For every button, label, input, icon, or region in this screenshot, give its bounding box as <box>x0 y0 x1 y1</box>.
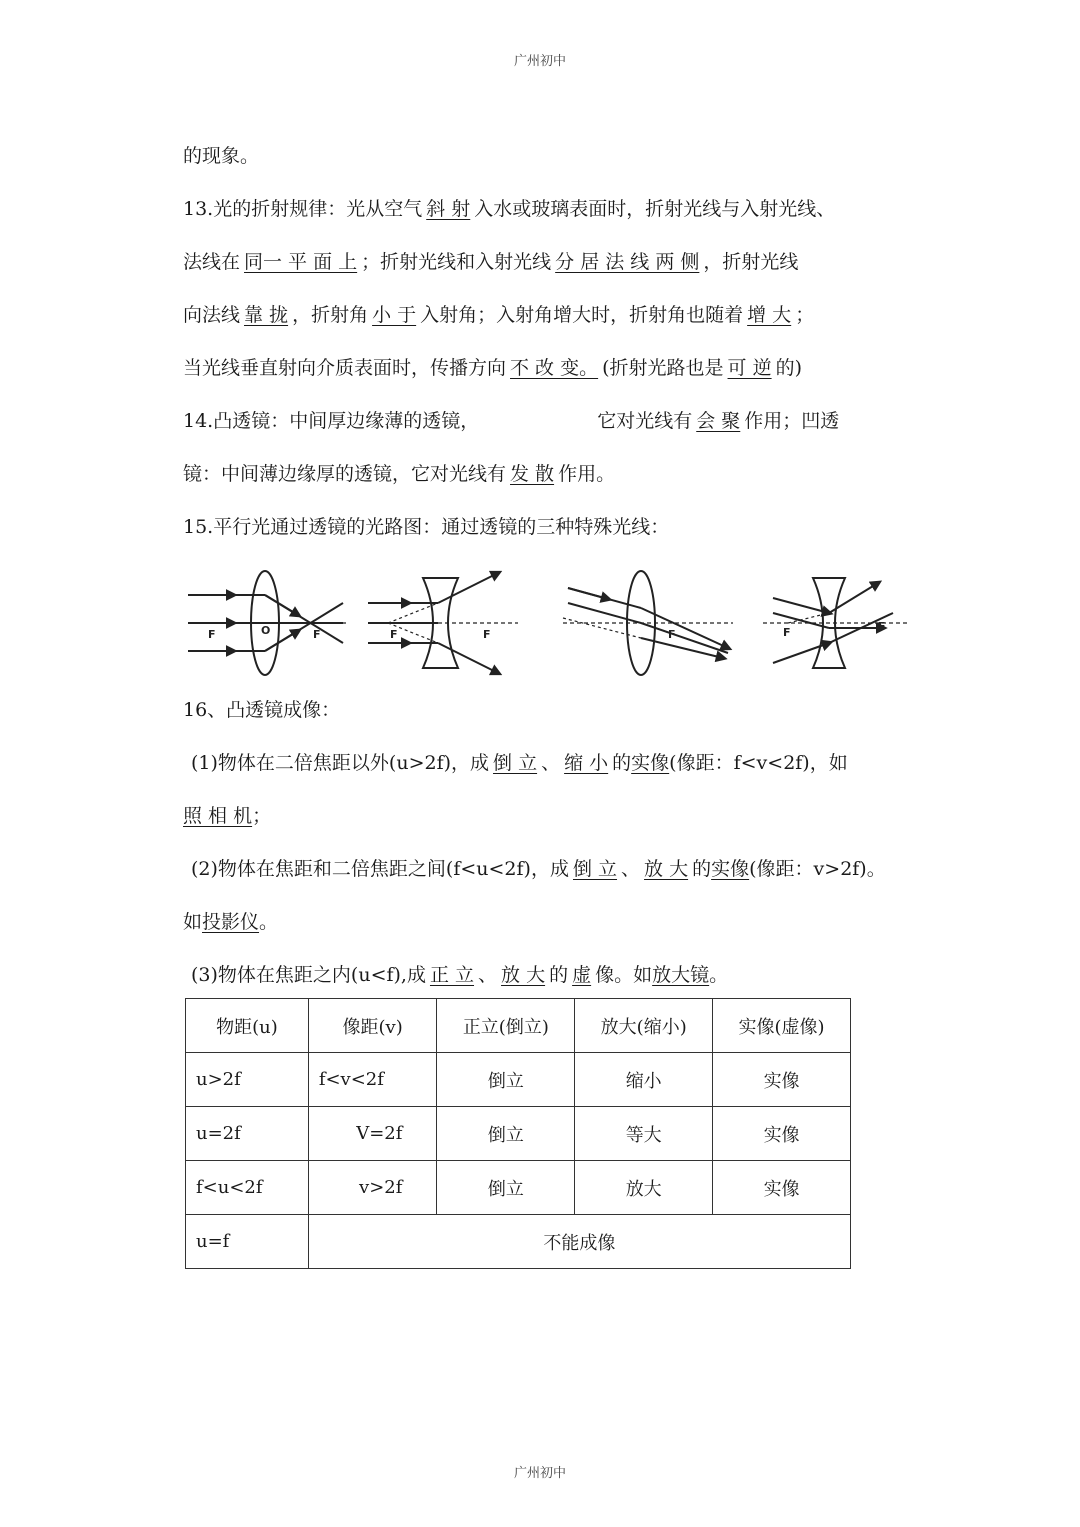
text: 当光线垂直射向介质表面时，传播方向 <box>183 357 507 379</box>
p13-line1 <box>183 197 835 221</box>
table-cell: u>2f <box>186 1053 309 1107</box>
p15-title: 15.平行光通过透镜的光路图：通过透镜的三种特殊光线： <box>183 516 670 538</box>
table-row <box>186 1215 851 1269</box>
answer-blank: 放 大 <box>644 858 689 880</box>
p16-case2-cont <box>183 910 278 934</box>
p14-line2 <box>183 462 615 486</box>
text: 镜：中间薄边缘厚的透镜，它对光线有 <box>183 463 507 485</box>
p16-case2 <box>191 857 886 881</box>
text: ，折射光线 <box>703 251 799 273</box>
table-row <box>186 1107 851 1161</box>
answer-blank: 斜 射 <box>426 198 471 220</box>
answer-blank: 发 散 <box>510 463 555 485</box>
text: 法线在 <box>183 251 241 273</box>
answer-blank: 正 立 <box>429 964 475 986</box>
focal-point-label: F <box>483 628 491 641</box>
text: 向法线 <box>183 304 241 326</box>
table-cell: 实像 <box>713 1053 851 1107</box>
table-cell: 不能成像 <box>308 1215 850 1269</box>
concave-oblique-diagram <box>763 578 908 668</box>
page-footer: 广州初中 <box>513 1466 566 1481</box>
text: (3)物体在焦距之内(u<f),成 <box>191 964 426 986</box>
text: 、 <box>621 858 641 880</box>
text: 13.光的折射规律：光从空气 <box>183 198 423 220</box>
p13-line4 <box>183 356 802 380</box>
text: 像。如 <box>595 964 653 986</box>
text: 的) <box>775 357 802 379</box>
answer-blank: 小 于 <box>372 304 417 326</box>
p16-case1-cont <box>183 804 271 828</box>
table-header: 放大(缩小) <box>575 999 713 1053</box>
table-cell: f<u<2f <box>186 1161 309 1215</box>
concave-diverge-diagram <box>368 573 518 673</box>
answer-blank: 分 居 法 线 两 侧 <box>555 251 700 273</box>
text: ；折射光线和入射光线 <box>361 251 552 273</box>
focal-point-label: F <box>313 628 321 641</box>
answer-blank: 不 改 变。 <box>510 357 599 379</box>
text: ； <box>795 304 815 326</box>
table-cell: 实像 <box>713 1161 851 1215</box>
paragraph-end: 的现象。 <box>183 145 260 167</box>
table-cell: 倒立 <box>437 1053 575 1107</box>
table-cell: 缩小 <box>575 1053 713 1107</box>
text: ，折射角 <box>292 304 369 326</box>
table-header: 物距(u) <box>186 999 309 1053</box>
text: (折射光路也是 <box>602 357 724 379</box>
table-cell: f<v<2f <box>308 1053 437 1107</box>
text: 14.凸透镜：中间厚边缘薄的透镜， <box>183 410 480 432</box>
table-cell: 倒立 <box>437 1107 575 1161</box>
text: (1)物体在二倍焦距以外(u>2f)，成 <box>191 752 490 774</box>
table-cell: 实像 <box>713 1107 851 1161</box>
answer-blank: 增 大 <box>747 304 792 326</box>
answer-blank: 可 逆 <box>727 357 772 379</box>
table-header: 像距(v) <box>308 999 437 1053</box>
lens-ray-diagrams <box>183 568 913 683</box>
answer-blank: 放大镜 <box>652 964 710 986</box>
table-cell: 放大 <box>575 1161 713 1215</box>
text: 。 <box>259 911 279 933</box>
answer-blank: 实像 <box>631 752 670 774</box>
text: (像距：v>2f)。 <box>749 858 886 880</box>
p16-case1 <box>191 751 848 775</box>
imaging-table <box>185 998 851 1269</box>
text: (2)物体在焦距和二倍焦距之间(f<u<2f)，成 <box>191 858 569 880</box>
answer-blank: 投影仪 <box>202 911 260 933</box>
text: 作用；凹透 <box>744 410 840 432</box>
text: 入射角；入射角增大时，折射角也随着 <box>420 304 744 326</box>
p16-title: 16、凸透镜成像： <box>183 699 341 721</box>
convex-oblique-diagram <box>563 571 733 675</box>
table-header: 正立(倒立) <box>437 999 575 1053</box>
table-cell: u=2f <box>186 1107 309 1161</box>
text: ； <box>252 805 272 827</box>
text: 、 <box>478 964 498 986</box>
focal-point-label: F <box>878 620 886 633</box>
focal-point-label: F <box>208 628 216 641</box>
p13-line2 <box>183 250 798 274</box>
answer-blank: 靠 拢 <box>244 304 289 326</box>
focal-point-label: F <box>390 628 398 641</box>
optical-center-label: O <box>261 624 271 637</box>
answer-blank: 虚 <box>572 964 592 986</box>
table-row <box>186 1053 851 1107</box>
page-header: 广州初中 <box>513 54 566 69</box>
table-cell: V=2f <box>308 1107 437 1161</box>
text: 的 <box>612 752 632 774</box>
focal-point-label: F <box>668 628 676 641</box>
text: 作用。 <box>558 463 616 485</box>
text: 它对光线有 <box>597 410 693 432</box>
p13-line3 <box>183 303 814 327</box>
table-header: 实像(虚像) <box>713 999 851 1053</box>
answer-blank: 放 大 <box>501 964 546 986</box>
text: 的 <box>692 858 712 880</box>
text: (像距：f<v<2f)，如 <box>669 752 848 774</box>
focal-point-label: F <box>783 626 791 639</box>
text: 如 <box>183 911 203 933</box>
text: 入水或玻璃表面时，折射光线与入射光线、 <box>474 198 836 220</box>
convex-converge-diagram <box>188 571 348 675</box>
text: 的 <box>549 964 569 986</box>
answer-blank: 倒 立 <box>572 858 618 880</box>
p16-case3 <box>191 963 728 987</box>
answer-blank: 会 聚 <box>696 410 741 432</box>
table-cell: 等大 <box>575 1107 713 1161</box>
table-header-row <box>186 999 851 1053</box>
table-cell: v>2f <box>308 1161 437 1215</box>
table-row <box>186 1161 851 1215</box>
text: 、 <box>541 752 561 774</box>
answer-blank: 实像 <box>711 858 750 880</box>
answer-blank: 同一 平 面 上 <box>244 251 358 273</box>
text: 。 <box>709 964 729 986</box>
answer-blank: 照 相 机 <box>183 805 253 827</box>
answer-blank: 缩 小 <box>564 752 609 774</box>
table-cell: u=f <box>186 1215 309 1269</box>
table-cell: 倒立 <box>437 1161 575 1215</box>
answer-blank: 倒 立 <box>493 752 538 774</box>
p14-line1 <box>183 409 839 433</box>
